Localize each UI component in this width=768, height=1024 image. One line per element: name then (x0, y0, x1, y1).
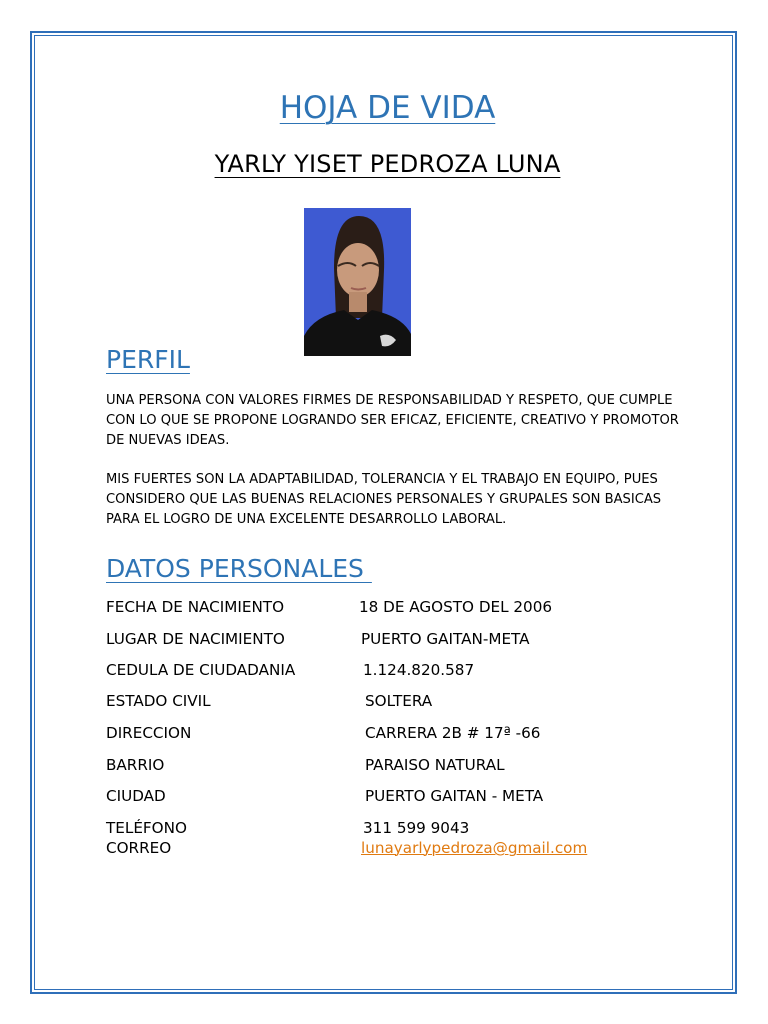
barrio-value: PARAISO NATURAL (365, 756, 505, 774)
cedula-label: CEDULA DE CIUDADANIA (106, 661, 296, 679)
estado-civil-value: SOLTERA (365, 692, 433, 710)
fecha-nacimiento-value: 18 DE AGOSTO DEL 2006 (359, 598, 553, 616)
direccion-label: DIRECCION (106, 724, 192, 742)
email-link[interactable]: lunayarlypedroza@gmail.com (361, 839, 588, 857)
perfil-paragraph-1: UNA PERSONA CON VALORES FIRMES DE RESPONSABILIDAD Y RESPETO, QUE CUMPLE CON LO QUE SE PROPONE LOGRANDO SER EFICAZ, EFICIENTE, CREATIVO Y PROMOTOR DE NUEVAS IDEAS. (106, 393, 679, 448)
perfil-heading: PERFIL (106, 345, 190, 374)
lugar-nacimiento-label: LUGAR DE NACIMIENTO (106, 630, 285, 648)
portrait-photo-icon (304, 208, 411, 356)
profile-photo (304, 208, 411, 356)
estado-civil-label: ESTADO CIVIL (106, 692, 211, 710)
lugar-nacimiento-value: PUERTO GAITAN-META (361, 630, 530, 648)
cedula-value: 1.124.820.587 (363, 661, 475, 679)
fecha-nacimiento-label: FECHA DE NACIMIENTO (106, 598, 285, 616)
barrio-label: BARRIO (106, 756, 165, 774)
correo-label: CORREO (106, 839, 172, 857)
direccion-value: CARRERA 2B # 17ª -66 (365, 724, 541, 742)
telefono-value: 311 599 9043 (363, 819, 470, 837)
document-title: HOJA DE VIDA (279, 90, 496, 126)
candidate-name: YARLY YISET PEDROZA LUNA (214, 150, 561, 178)
ciudad-value: PUERTO GAITAN - META (365, 787, 544, 805)
telefono-label: TELÉFONO (106, 819, 187, 837)
ciudad-label: CIUDAD (106, 787, 166, 805)
perfil-paragraph-2: MIS FUERTES SON LA ADAPTABILIDAD, TOLERANCIA Y EL TRABAJO EN EQUIPO, PUES CONSIDERO QUE LAS BUENAS RELACIONES PERSONALES Y GRUPALES SON BASICAS PARA EL LOGRO DE UNA EXCELENTE DESARROLLO LABORAL. (106, 472, 662, 527)
datos-personales-heading: DATOS PERSONALES (106, 554, 372, 583)
